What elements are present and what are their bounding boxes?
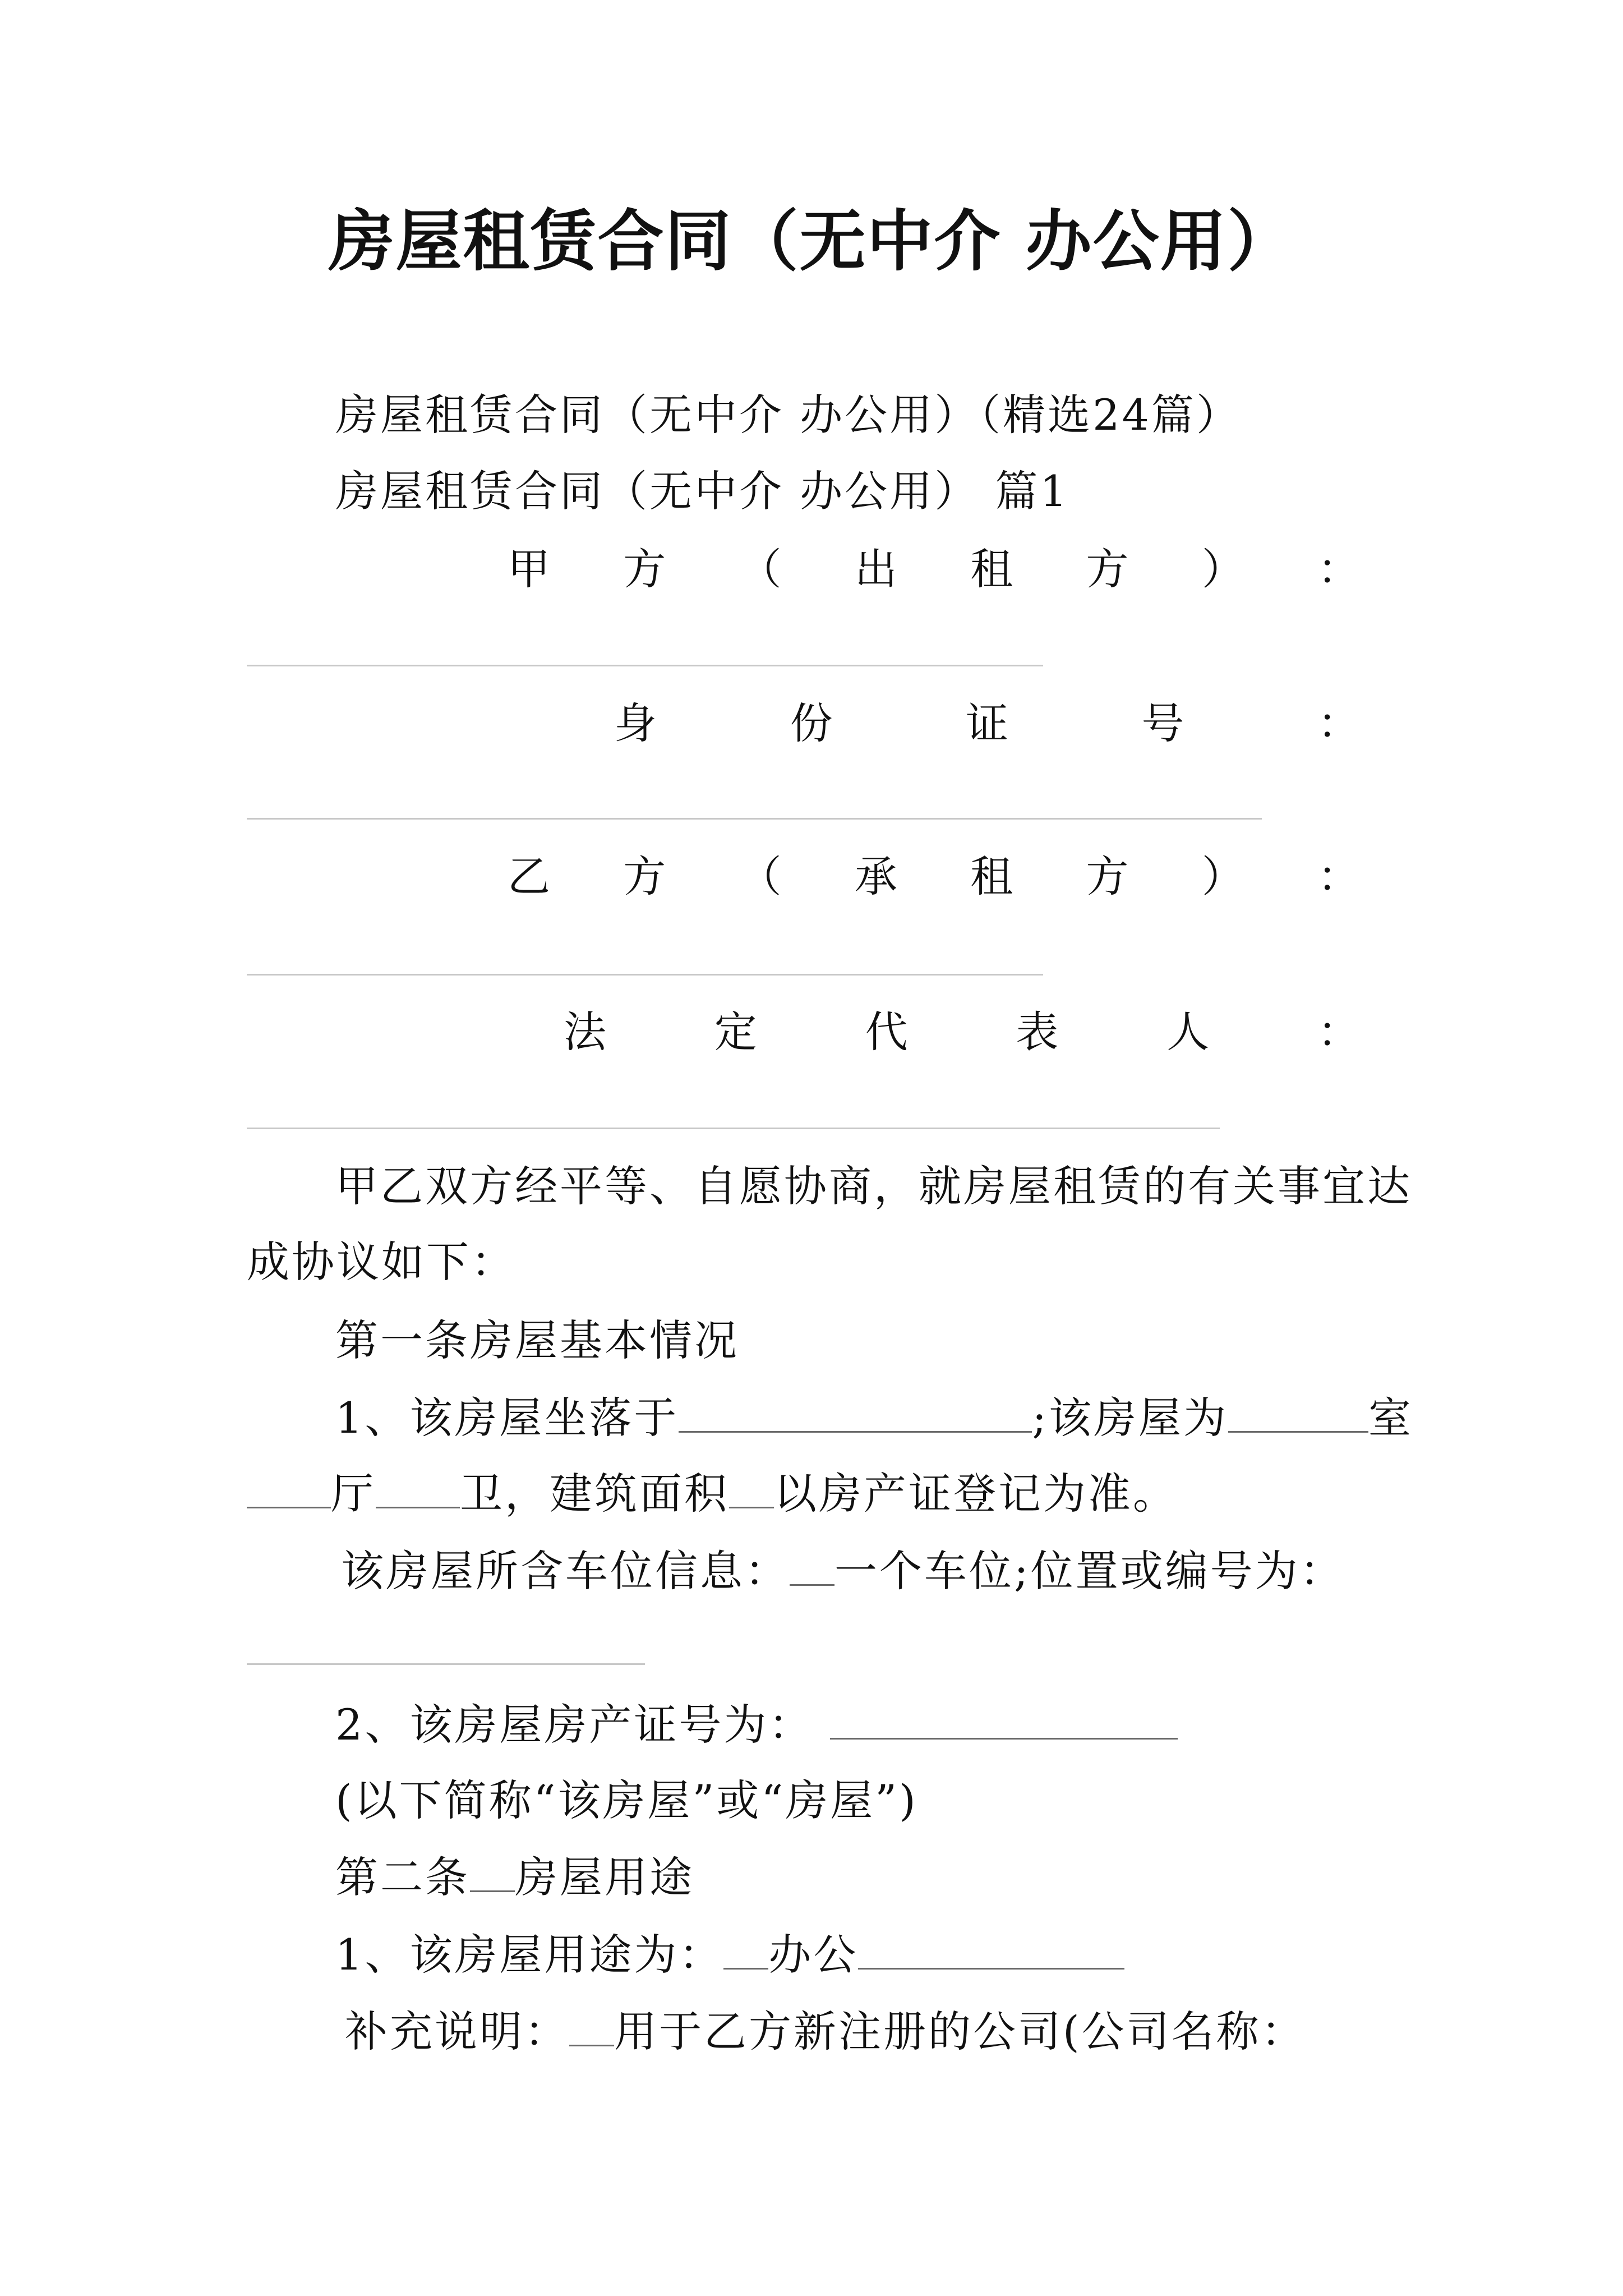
article-1-item-1-line1: 1、该房屋坐落于 ;该房屋为 室 [335,1393,1413,1443]
parking-fill-line [247,1663,645,1665]
bathrooms-blank [376,1471,460,1508]
article-2-title: 第二条 房屋用途 [335,1852,694,1902]
party-b-fill-line [247,974,1043,976]
location-blank [679,1395,1032,1433]
abbreviation-note: (以下简称“该房屋”或“房屋”) [335,1775,918,1825]
rooms-blank [1228,1395,1368,1433]
subtitle: 房屋租赁合同（无中介 办公用）（精选24篇） [335,390,1241,440]
party-a-fill-line [247,665,1043,666]
party-a-label: 甲 方 （ 出 租 方 ） ： [508,544,1360,594]
area-blank [729,1471,774,1508]
legal-rep-label: 法 定 代 表 人 ： [564,1007,1360,1057]
article-1-title: 第一条房屋基本情况 [335,1315,739,1365]
legal-rep-fill-line [247,1128,1220,1129]
usage-blank [858,1932,1124,1970]
property-cert-blank [830,1702,1178,1740]
document-title: 房屋租赁合同（无中介 办公用） [328,202,1295,280]
id-number-label: 身 份 证 号 ： [614,698,1360,748]
intro-paragraph-line2: 成协议如下： [247,1237,516,1287]
supplement-note: 补充说明： 用于乙方新注册的公司(公司名称： [345,2007,1306,2056]
article-2-item-1: 1、该房屋用途为： 办公 [335,1927,1124,1983]
supplement-blank [569,2009,614,2046]
parking-info: 该房屋所含车位信息： 一个车位;位置或编号为： [341,1546,1345,1596]
usage-pre-blank [723,1932,768,1970]
article-1-item-1-line2: 厅 卫，建筑面积 以房产证登记为准。 [247,1466,1178,1522]
id-number-fill-line [247,818,1262,820]
intro-paragraph-line1: 甲乙双方经平等、自愿协商，就房屋租赁的有关事宜达 [335,1161,1412,1211]
halls-blank [247,1471,331,1508]
parking-count-blank [790,1548,834,1586]
article-1-item-2: 2、该房屋房产证号为： [335,1697,1178,1753]
party-b-label: 乙 方 （ 承 租 方 ） ： [508,852,1360,901]
article-2-blank [470,1855,515,1892]
chapter-heading: 房屋租赁合同（无中介 办公用） 篇1 [335,466,1069,516]
